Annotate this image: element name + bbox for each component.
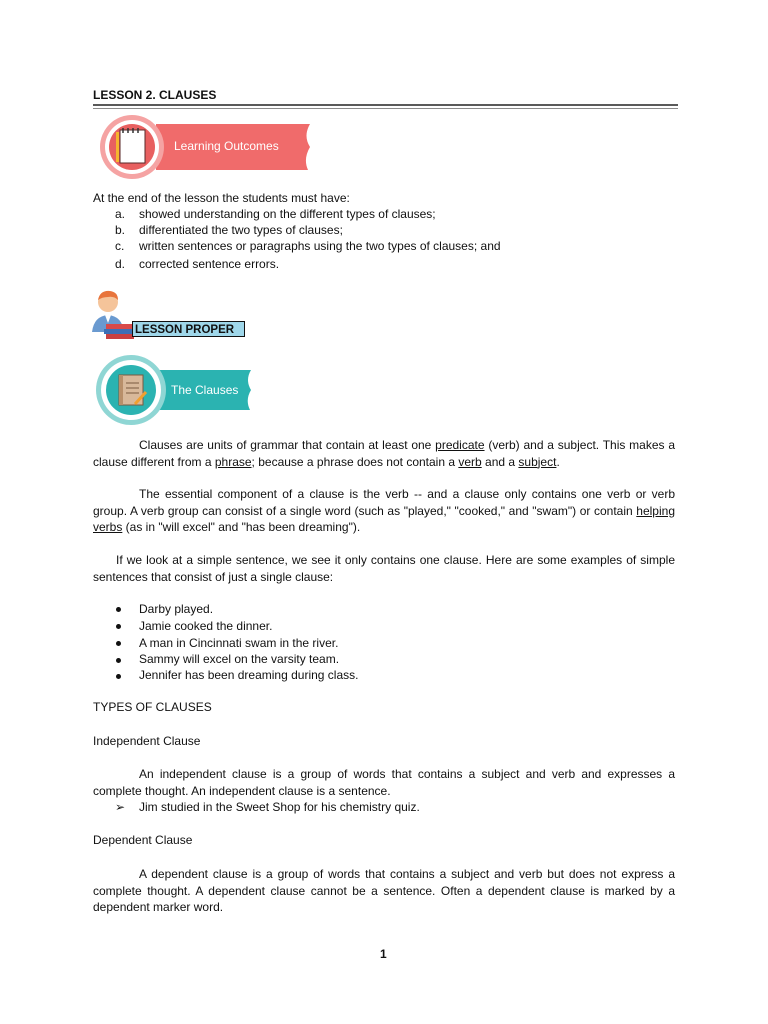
teacher-icon bbox=[88, 288, 136, 340]
outcome-marker: d. bbox=[115, 257, 126, 271]
notebook-pencil-icon bbox=[119, 375, 146, 405]
the-clauses-badge bbox=[93, 354, 253, 426]
independent-text: An independent clause is a group of words that contains a subject and verb and expresses a complete thought. An independent clause is a sentence. bbox=[93, 767, 675, 798]
helping-verbs-link: helping verbs bbox=[93, 503, 675, 534]
bullet bbox=[115, 637, 123, 645]
arrow-bullet-icon: ➢ bbox=[115, 800, 126, 814]
outcome-marker: c. bbox=[115, 239, 125, 253]
paragraph-definition: Clauses are units of grammar that contain at least one predicate (verb) and a subject. This makes a clause different from a phrase; because a phrase does not contain a verb and a subject. bbox=[93, 438, 675, 469]
page-number: 1 bbox=[380, 947, 387, 961]
bullet bbox=[115, 654, 123, 662]
outcome-item: corrected sentence errors. bbox=[139, 257, 280, 271]
title-rule bbox=[93, 104, 678, 106]
lesson-title: LESSON 2. CLAUSES bbox=[93, 88, 217, 102]
dependent-text: A dependent clause is a group of words that contains a subject and verb but does not express a complete thought. A dependent clause cannot be a sentence. Often a dependent clause is marked by a dependent marker word. bbox=[93, 867, 675, 914]
the-clauses-label: The Clauses bbox=[171, 383, 239, 397]
notepad-icon bbox=[116, 128, 145, 163]
bullet bbox=[115, 620, 123, 628]
verb-link: verb bbox=[458, 454, 482, 469]
example-item: A man in Cincinnati swam in the river. bbox=[139, 636, 339, 650]
outcome-marker: a. bbox=[115, 207, 126, 221]
independent-heading: Independent Clause bbox=[93, 734, 201, 748]
example-item: Jennifer has been dreaming during class. bbox=[139, 668, 359, 682]
dependent-heading: Dependent Clause bbox=[93, 833, 193, 847]
outcomes-intro: At the end of the lesson the students must have: bbox=[93, 191, 350, 205]
example-item: Sammy will excel on the varsity team. bbox=[139, 652, 340, 666]
independent-example: Jim studied in the Sweet Shop for his chemistry quiz. bbox=[139, 800, 420, 814]
types-heading: TYPES OF CLAUSES bbox=[93, 700, 212, 714]
bullet bbox=[115, 603, 123, 611]
outcome-item: written sentences or paragraphs using the two types of clauses; and bbox=[139, 239, 501, 253]
subject-link: subject bbox=[518, 454, 557, 469]
outcome-item: differentiated the two types of clauses; bbox=[139, 223, 343, 237]
phrase-link: phrase bbox=[214, 454, 252, 469]
example-item: Jamie cooked the dinner. bbox=[139, 619, 273, 633]
lesson-proper-label: LESSON PROPER bbox=[132, 321, 245, 337]
learning-outcomes-badge bbox=[98, 114, 314, 180]
bullet bbox=[115, 670, 123, 678]
learning-outcomes-label: Learning Outcomes bbox=[174, 139, 279, 153]
predicate-link: predicate bbox=[435, 438, 485, 452]
example-item: Darby played. bbox=[139, 602, 214, 616]
title-rule-thin bbox=[93, 108, 678, 109]
outcome-item: showed understanding on the different types of clauses; bbox=[139, 207, 436, 221]
outcome-marker: b. bbox=[115, 223, 126, 237]
paragraph-verb: The essential component of a clause is the verb -- and a clause only contains one verb or verb group. A verb group can consist of a single word (such as "played," "cooked," and "swam") or contain helping verbs (as in "will excel" and "has been dreaming"). bbox=[93, 487, 675, 534]
paragraph-simple-sentence: If we look at a simple sentence, we see it only contains one clause. Here are some examples of simple sentences that consist of just a single clause: bbox=[93, 553, 675, 584]
